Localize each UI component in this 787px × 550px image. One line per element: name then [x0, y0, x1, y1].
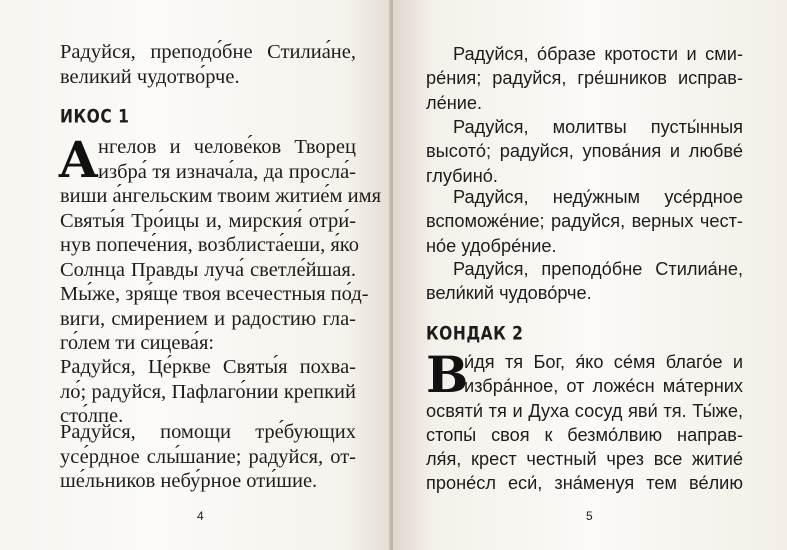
left-para-3: [60, 355, 356, 429]
text-line: вели́кий чудово́рче.: [426, 283, 592, 304]
text-line: ло́; радуйся, Пафлаго́нии крепкий: [60, 380, 356, 403]
left-para-1: [60, 40, 356, 89]
drop-cap: В: [426, 345, 469, 404]
text-line: Святы́я Тро́ицы и, мирския́ отри́-: [60, 209, 356, 232]
left-page: [0, 0, 392, 550]
right-para-1: [426, 42, 743, 115]
text-line: Радуйся, о́бразе кротости и сми-: [453, 44, 743, 64]
right-para-3: [426, 185, 743, 258]
text-line: ля́я, крест честный чрез все житие́: [426, 449, 743, 470]
kondak-heading: КОНДАК 2: [426, 323, 524, 345]
text-line: Радуйся, молитвы пусты́нныя: [453, 117, 743, 137]
text-line: высото́; радуйся, упова́ния и любве́: [426, 141, 743, 162]
text-line: глубино́.: [426, 165, 498, 186]
text-line: Радуйся, преподо́бне Стилиа́не,: [60, 41, 356, 63]
text-line: но́е удобре́ние.: [426, 235, 557, 256]
page-number-right: 5: [586, 509, 593, 523]
right-para-2: [426, 115, 743, 188]
text-line: виги, смирением и радостию гла-: [60, 307, 356, 330]
text-line: го́лем ти сицева́я:: [60, 332, 215, 354]
text-line: стопы́ своя к безмо́лвию направ-: [426, 424, 743, 445]
text-line: Мы́же, зря́ще твоя всечестныя по́д-: [60, 283, 369, 305]
text-line: великий чудотво́рче.: [60, 65, 240, 88]
text-line: Радуйся, неду́жным усе́рдное: [453, 187, 743, 207]
text-line: Радуйся, преподо́бне Стилиа́не,: [453, 259, 743, 279]
text-line: вспоможе́ние; радуйся, верных чест-: [426, 211, 743, 232]
text-line: освяти́ тя и Духа сосуд яви́ тя. Ты́же,: [426, 400, 743, 421]
text-line: нгелов и челове́ков Творец: [98, 136, 356, 158]
text-line: ше́льников небу́рное оти́шие.: [60, 470, 318, 492]
page-number-left: 4: [197, 509, 204, 523]
text-line: нув попече́ния, возблиста́еши, я́ко: [60, 234, 359, 256]
text-line: и́дя тя Бог, я́ко се́мя благо́е и: [464, 352, 743, 372]
text-line: Радуйся, Це́ркве Святы́я похва-: [60, 356, 356, 378]
text-line: ре́ния; радуйся, гре́шников исправ-: [426, 68, 743, 89]
text-line: избра́ тя изнача́ла, да просла́-: [98, 160, 356, 183]
text-line: Солнца Правды луча́ светле́йшая.: [60, 258, 356, 281]
text-line: избра́нное, от ложе́сн ма́терних: [464, 376, 743, 397]
text-line: Радуйся, помощи тре́бующих: [60, 421, 356, 443]
text-line: проне́сл еси́, зна́менуя тем ве́лию: [426, 473, 743, 494]
ikos-heading: ИКОС 1: [60, 106, 130, 128]
right-para-kondak: [426, 345, 743, 496]
text-line: виши а́нгельским твоим житие́м имя: [60, 185, 381, 207]
left-para-4: [60, 420, 356, 494]
left-para-ikos: [58, 130, 381, 356]
text-line: ле́ние.: [426, 92, 483, 113]
text-line: усе́рдное слы́шание; радуйся, от-: [60, 445, 356, 468]
drop-cap: А: [58, 130, 99, 189]
text-line: сто́лпе.: [60, 405, 124, 427]
right-para-4: [426, 257, 743, 306]
right-page: [393, 0, 787, 550]
